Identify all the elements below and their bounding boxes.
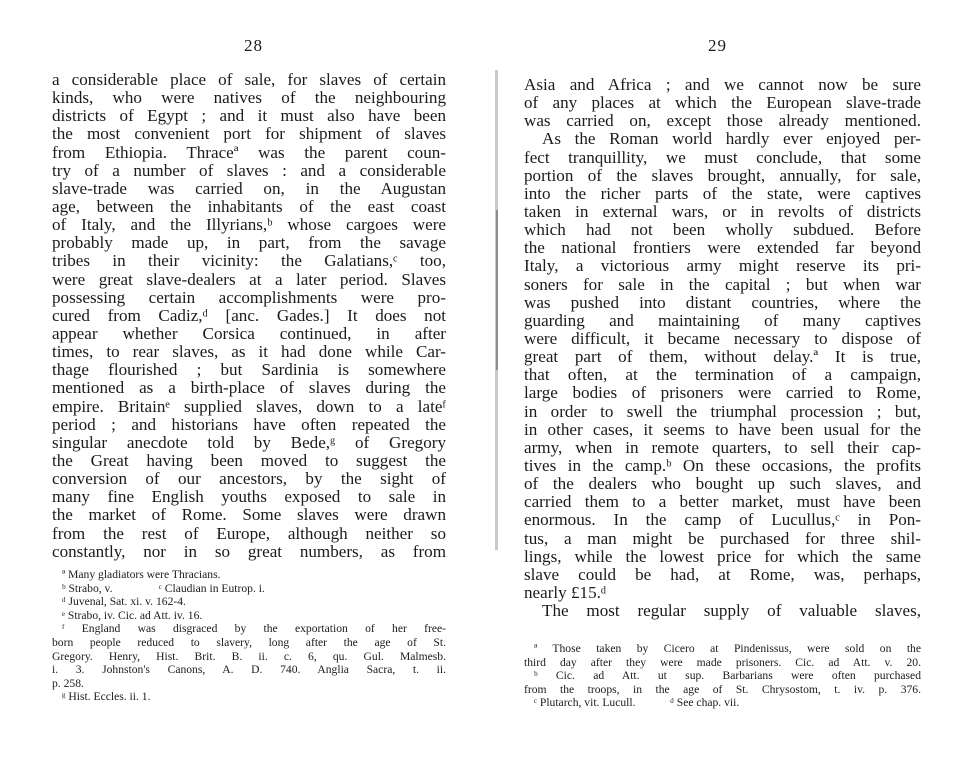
text-line: age, between the inhabitants of the east coast [52, 196, 446, 216]
text-line: of the dealers who bought up such slaves, and [524, 474, 921, 494]
text-line: tives in the camp.ᵇ On these occasions, the profits [524, 455, 921, 475]
footnote: ᵇ Strabo, v. ᶜ Claudian in Eutrop. i. [62, 581, 265, 595]
text-line: the most convenient port for shipment of slaves [52, 124, 446, 144]
footnote: ᵇ Cic. ad Att. ut sup. Barbarians were often purchased [534, 669, 921, 683]
text-line: tus, a man might be purchased for three shil- [524, 528, 921, 548]
text-line: districts of Egypt ; and it must also have been [52, 106, 446, 126]
text-line: in order to swell the triumphal procession ; but, [524, 401, 921, 421]
text-line: probably made up, in part, from the savage [52, 233, 446, 253]
footnote: ª Those taken by Cicero at Pindenissus, were sold on the [534, 642, 921, 655]
text-line: tribes in their vicinity: the Galatians,ᶜ too, [52, 251, 446, 271]
page-number: 28 [244, 36, 263, 55]
footnote: p. 258. [52, 676, 84, 690]
text-line: constantly, nor in so great numbers, as from [52, 541, 446, 561]
text-line: As the Roman world hardly ever enjoyed per- [542, 129, 921, 149]
footnote: ª Many gladiators were Thracians. [62, 568, 221, 581]
text-line: nearly £15.ᵈ [524, 582, 607, 602]
text-line: portion of the slaves brought, annually, for sale, [524, 165, 921, 185]
text-line: empire. Britainᵉ supplied slaves, down to a lateᶠ [52, 396, 446, 416]
text-line: carried them to a better market, must have been [524, 492, 921, 512]
text-line: taken in external wars, or in revolts of districts [524, 201, 921, 221]
text-line: thage flourished ; but Sardinia is somewhere [52, 360, 446, 380]
text-line: possessing certain accomplishments were pro- [52, 287, 446, 307]
footnote: from the troops, in the age of St. Chrysostom, t. iv. p. 376. [524, 682, 921, 696]
text-line: fect tranquillity, we must conclude, that some [524, 147, 921, 167]
text-line: appear whether Corsica continued, in after [52, 323, 446, 343]
footnote: ᶜ Plutarch, vit. Lucull. ᵈ See chap. vii. [534, 696, 740, 710]
text-line: the national frontiers were extended far beyond [524, 238, 921, 258]
text-line: cured from Cadiz,ᵈ [anc. Gades.] It does not [52, 305, 446, 325]
footnote: ᵍ Hist. Eccles. ii. 1. [62, 690, 151, 704]
text-line: was pushed into distant countries, where the [524, 292, 921, 312]
footnote: i. 3. Johnston's Canons, A. D. 740. Anglia Sacra, t. ii. [52, 663, 446, 677]
text-line: enormous. In the camp of Lucullus,ᶜ in Pon- [524, 510, 921, 530]
text-line: was carried on, except those already mentioned. [524, 111, 921, 131]
text-line: singular anecdote told by Bede,ᵍ of Gregory [52, 432, 446, 452]
text-line: army, when in remote quarters, to sell their cap- [524, 437, 921, 457]
text-line: a considerable place of sale, for slaves of certain [52, 70, 446, 89]
text-line: times, to rear slaves, as it had done while Car- [52, 342, 446, 362]
text-line: guarding and maintaining of many captives [524, 310, 921, 330]
text-line: great part of them, without delay.ª It is true, [524, 347, 921, 367]
text-line: of Italy, and the Illyrians,ᵇ whose cargoes were [52, 215, 446, 235]
text-line: large bodies of prisoners were carried to Rome, [524, 383, 921, 403]
text-line: lings, while the lowest price for which the same [524, 546, 921, 566]
text-line: which had not been wholly subdued. Before [524, 220, 921, 240]
text-line: of any places at which the European slave-trade [524, 93, 921, 113]
text-line: period ; and historians have often repeated the [52, 414, 446, 434]
footnote: ᵉ Strabo, iv. Cic. ad Att. iv. 16. [62, 608, 203, 622]
text-line: many fine English youths exposed to sale in [52, 487, 446, 507]
text-line: conversion of our ancestors, by the sight of [52, 469, 446, 489]
text-line: Asia and Africa ; and we cannot now be sure [524, 75, 921, 94]
footnote: ᵈ Juvenal, Sat. xi. v. 162-4. [62, 595, 186, 609]
text-line: from Ethiopia. Thraceª was the parent coun- [52, 142, 446, 162]
footnote: ᶠ England was disgraced by the exportation of her free- [62, 622, 446, 636]
text-line: in other cases, it seems to have been usual for the [524, 419, 921, 439]
text-line: kinds, who were natives of the neighbouring [52, 88, 446, 108]
text-line: try of a number of slaves : and a considerable [52, 160, 446, 180]
footnote: Gregory. Henry, Hist. Brit. B. ii. c. 6, qu. Gul. Malmesb. [52, 649, 446, 663]
text-line: were great slave-dealers at a later period. Slaves [52, 269, 446, 289]
text-line: slave could be had, at Rome, was, perhaps, [524, 564, 921, 584]
text-line: the market of Rome. Some slaves were drawn [52, 505, 446, 525]
text-line: mentioned as a birth-place of slaves during the [52, 378, 446, 398]
body-text [52, 71, 446, 561]
text-line: into the richer parts of the state, were captives [524, 183, 921, 203]
text-line: soners for sale in the capital ; but when war [524, 274, 921, 294]
text-line: the Great having been moved to suggest the [52, 450, 446, 470]
text-line: Italy, a victorious army might reserve its pri- [524, 256, 921, 276]
footnote: born people reduced to slavery, long after the age of St. [52, 635, 446, 649]
text-line: that often, at the termination of a campaign, [524, 365, 921, 385]
right-page [490, 0, 980, 759]
body-text [524, 76, 921, 620]
text-line: were difficult, it became necessary to dispose of [524, 328, 921, 348]
text-line: slave-trade was carried on, in the Augustan [52, 178, 446, 198]
text-line: from the rest of Europe, although neither so [52, 523, 446, 543]
footnotes [524, 642, 921, 710]
text-line: The most regular supply of valuable slaves, [542, 601, 921, 621]
footnote: third day after they were made prisoners. Cic. ad Att. v. 20. [524, 655, 921, 669]
footnotes [52, 568, 446, 704]
page-number: 29 [708, 36, 727, 55]
